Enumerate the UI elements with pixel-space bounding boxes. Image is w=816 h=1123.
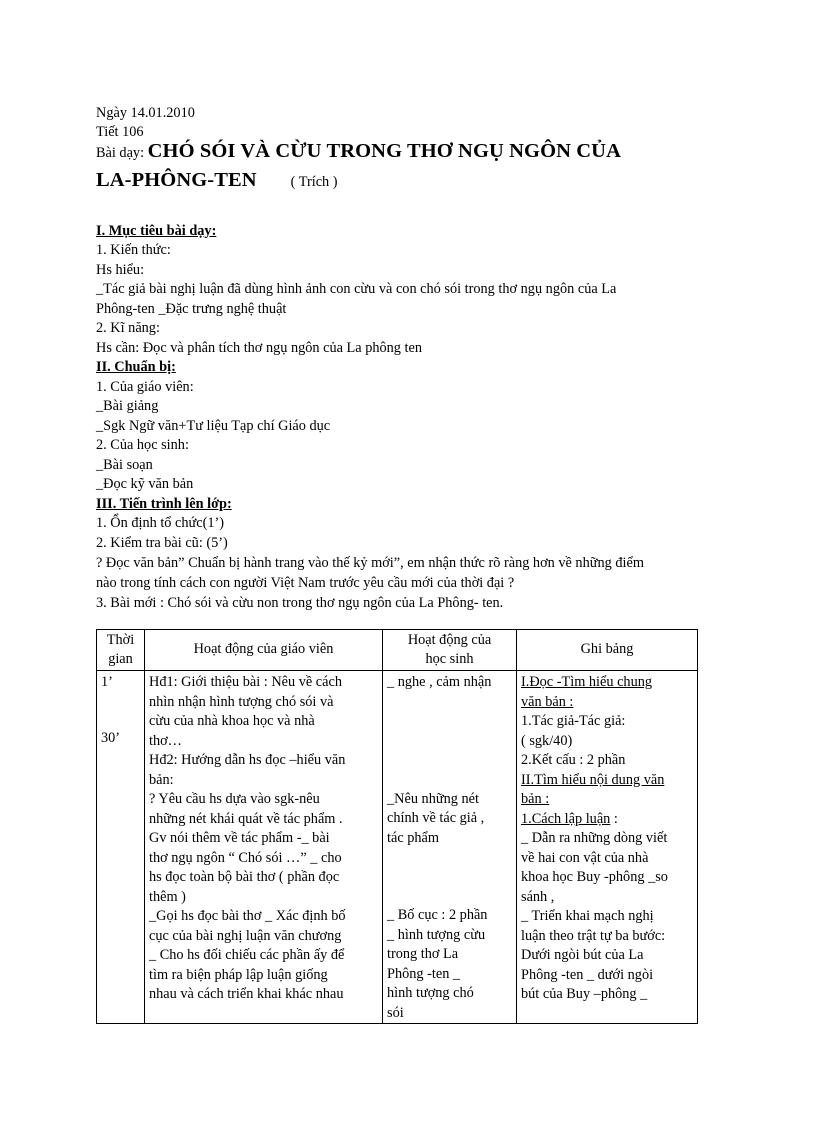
lesson-title-line1 <box>96 142 621 163</box>
teacher-line: nhau và cách triển khai khác nhau <box>149 986 344 1002</box>
teacher-line: bản: <box>149 771 174 788</box>
procedure-step-2: 2. Kiểm tra bài cũ: (5’) <box>96 535 228 551</box>
date-line: Ngày 14.01.2010 <box>96 105 195 121</box>
header-teacher-activity: Hoạt động của giáo viên <box>145 630 383 671</box>
knowledge-line-2: Phông-ten _Đặc trưng nghệ thuật <box>96 301 287 317</box>
header-time <box>97 630 145 671</box>
header-time-line2: gian <box>108 651 133 667</box>
teacher-line: thơ… <box>149 732 182 749</box>
knowledge-line-1: _Tác giả bài nghị luận đã dùng hình ảnh con cừu và con chó sói trong thơ ngụ ngôn của La <box>96 281 617 297</box>
procedure-heading: III. Tiến trình lên lớp: <box>96 496 232 512</box>
objectives-heading: I. Mục tiêu bài dạy: <box>96 223 217 239</box>
header-time-line1: Thời <box>106 631 135 648</box>
board-line: Phông -ten _ dưới ngòi <box>521 966 654 983</box>
student-prep-heading: 2. Của học sinh: <box>96 437 189 453</box>
teacher-prep-item-2: _Sgk Ngữ văn+Tư liệu Tạp chí Giáo dục <box>96 418 331 434</box>
board-line: luận theo trật tự ba bước: <box>521 927 666 944</box>
table-header-row <box>97 630 698 671</box>
header-student-line1: Hoạt động của <box>407 631 492 648</box>
teacher-line: _Gọi hs đọc bài thơ _ Xác định bố <box>149 908 346 924</box>
procedure-step-3: 3. Bài mới : Chó sói và cừu non trong thơ ngụ ngôn của La Phông- ten. <box>96 595 504 611</box>
board-item: ( sgk/40) <box>521 732 573 749</box>
board-item: 1.Tác giả-Tác giả: <box>521 713 626 729</box>
teacher-line: ? Yêu cầu hs dựa vào sgk-nêu <box>149 791 320 807</box>
student-prep-item-2: _Đọc kỹ văn bản <box>96 476 194 492</box>
teacher-line: Hđ2: Hướng dẫn hs đọc –hiểu văn <box>149 752 346 768</box>
board-line: bút của Buy –phông _ <box>521 986 648 1002</box>
teacher-line: nhìn nhận hình tượng chó sói và <box>149 693 334 710</box>
board-line: khoa học Buy -phông _so <box>521 869 668 885</box>
student-line: Phông -ten _ <box>387 965 461 982</box>
student-line: _ nghe , cảm nhận <box>387 674 492 690</box>
board-section-2-title: II.Tìm hiểu nội dung văn <box>521 771 665 788</box>
lesson-title-line2 <box>96 171 338 192</box>
student-activity-cell <box>383 671 517 1024</box>
board-line: _ Dẫn ra những dòng viết <box>521 830 668 846</box>
student-line: sói <box>387 1004 404 1021</box>
board-line: sánh , <box>521 888 555 905</box>
student-line: _Nêu những nét <box>387 790 479 807</box>
student-line: hình tượng chó <box>387 985 474 1001</box>
teacher-prep-heading: 1. Của giáo viên: <box>96 379 194 395</box>
lesson-label: Bài dạy: <box>96 145 145 161</box>
board-item: 2.Kết cấu : 2 phần <box>521 752 626 768</box>
teacher-line: những nét khái quát về tác phẩm . <box>149 810 343 827</box>
teacher-line: Hđ1: Giới thiệu bài : Nêu về cách <box>149 674 342 690</box>
student-line: trong thơ La <box>387 946 459 962</box>
teacher-prep-item-1: _Bài giảng <box>96 398 159 414</box>
teacher-line: Gv nói thêm về tác phẩm -_ bài <box>149 830 330 846</box>
knowledge-heading: 1. Kiến thức: <box>96 242 171 258</box>
board-line: _ Triển khai mạch nghị <box>521 908 654 924</box>
teacher-line: cục của bài nghị luận văn chương <box>149 927 342 944</box>
student-line: chính về tác giả , <box>387 810 485 826</box>
header-student-activity <box>383 630 517 671</box>
lesson-activity-table <box>96 629 698 1024</box>
skills-text: Hs cần: Đọc và phân tích thơ ngụ ngôn của La phông ten <box>96 340 422 356</box>
time-value-2: 30’ <box>101 729 121 746</box>
time-value-1: 1’ <box>101 674 113 690</box>
header-student-line2: học sinh <box>425 651 474 667</box>
board-notes-cell <box>517 671 698 1024</box>
board-subsection-title: 1.Cách lập luận <box>521 810 611 827</box>
teacher-line: hs đọc toàn bộ bài thơ ( phần đọc <box>149 869 340 885</box>
knowledge-intro: Hs hiểu: <box>96 262 145 278</box>
student-line: _ hình tượng cừu <box>387 926 486 943</box>
preparation-heading: II. Chuẩn bị: <box>96 359 176 375</box>
board-section-1-title-cont: văn bản : <box>521 693 574 710</box>
teacher-activity-cell <box>145 671 383 1024</box>
board-line: về hai con vật của nhà <box>521 849 649 866</box>
header-board-notes: Ghi bảng <box>517 630 698 671</box>
teacher-line: cừu của nhà khoa học và nhà <box>149 713 315 729</box>
board-subsection: 1.Cách lập luận : <box>521 810 618 827</box>
lesson-title: CHÓ SÓI VÀ CỪU TRONG THƠ NGỤ NGÔN CỦA <box>147 140 621 162</box>
teacher-line: thơ ngụ ngôn “ Chó sói …” _ cho <box>149 849 342 866</box>
excerpt-note: ( Trích ) <box>290 174 338 190</box>
period-line: Tiết 106 <box>96 124 144 140</box>
teacher-line: _ Cho hs đối chiếu các phần ấy để <box>149 947 345 963</box>
teacher-line: thêm ) <box>149 888 186 905</box>
board-section-1-title: I.Đọc -Tìm hiểu chung <box>521 674 653 690</box>
review-question-line-1: ? Đọc văn bản” Chuẩn bị hành trang vào thế kỷ mới”, em nhận thức rõ ràng hơn về những điểm <box>96 555 644 571</box>
procedure-step-1: 1. Ổn định tổ chức(1’) <box>96 515 225 531</box>
teacher-line: tìm ra biện pháp lập luận giống <box>149 966 328 983</box>
board-line: Dưới ngòi bút của La <box>521 947 644 963</box>
review-question-line-2: nào trong tính cách con người Việt Nam trước yêu cầu mới của thời đại ? <box>96 575 515 591</box>
skills-heading: 2. Kĩ năng: <box>96 320 160 336</box>
table-row <box>97 671 698 1024</box>
student-prep-item-1: _Bài soạn <box>96 457 153 473</box>
student-line: tác phẩm <box>387 829 440 846</box>
time-cell <box>97 671 145 1024</box>
board-section-2-title-cont: bản : <box>521 791 550 807</box>
student-line: _ Bố cục : 2 phần <box>387 907 488 923</box>
lesson-title-continued: LA-PHÔNG-TEN <box>96 169 257 191</box>
